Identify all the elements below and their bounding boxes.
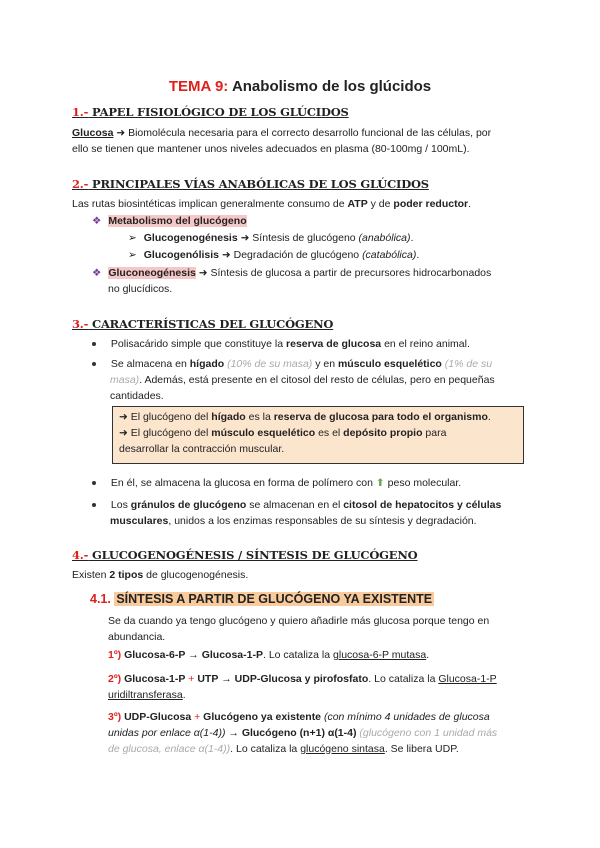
subsection-4-1-heading: 4.1. SÍNTESIS A PARTIR DE GLUCÓGENO YA EXISTENTE <box>90 592 433 606</box>
bullet-icon <box>92 481 96 485</box>
diamond-bullet-icon: ❖ <box>92 267 102 279</box>
bullet-icon <box>92 342 96 346</box>
up-arrow-icon: ⬆ <box>375 477 385 489</box>
section-1-text: Glucosa ➜ Biomolécula necesaria para el correcto desarrollo funcional de las células, por ello se tienen que mantener unos niveles adecuados en plasma (80-100mg / 100mL). <box>72 127 492 155</box>
list-item: ❖ Gluconeogénesis ➜ Síntesis de glucosa a partir de precursores hidrocarbonados no glucídicos. <box>92 267 492 295</box>
list-item: Se almacena en hígado (10% de su masa) y en músculo esquelético (1% de su masa). Además, está presente en el citosol del resto de células, pero en pequeñas cantidades. <box>92 357 532 404</box>
diamond-bullet-icon: ❖ <box>92 215 102 227</box>
section-1-heading: 1.- PAPEL FISIOLÓGICO DE LOS GLÚCIDOS <box>72 105 349 119</box>
section-4-intro: Existen 2 tipos de glucogenogénesis. <box>72 569 249 581</box>
list-item: ➢ Glucogenólisis ➜ Degradación de glucógeno (catabólica). <box>128 249 420 261</box>
list-item: En él, se almacena la glucosa en forma de polímero con ⬆ peso molecular. <box>92 476 461 492</box>
section-2-heading: 2.- PRINCIPALES VÍAS ANABÓLICAS DE LOS GLÚCIDOS <box>72 177 429 191</box>
step-2: 2º) Glucosa-1-P + UTP → UDP-Glucosa y pirofosfato. Lo cataliza la Glucosa-1-P uridiltransferasa. <box>108 673 497 701</box>
list-item: ❖ Metabolismo del glucógeno <box>92 215 247 227</box>
section-3-heading: 3.- CARACTERÍSTICAS DEL GLUCÓGENO <box>72 317 334 331</box>
list-item: Polisacárido simple que constituye la reserva de glucosa en el reino animal. <box>92 337 470 353</box>
subsection-4-1-text: Se da cuando ya tengo glucógeno y quiero añadirle más glucosa porque tengo en abundancia. <box>108 615 490 643</box>
section-4-heading: 4.- GLUCOGENOGÉNESIS / SÍNTESIS DE GLUCÓGENO <box>72 548 418 562</box>
page-title: TEMA 9: Anabolismo de los glúcidos <box>168 78 432 95</box>
section-2-intro: Las rutas biosintéticas implican generalmente consumo de ATP y de poder reductor. <box>72 198 472 210</box>
list-item: ➢ Glucogenogénesis ➜ Síntesis de glucógeno (anabólica). <box>128 232 414 244</box>
list-item: Los gránulos de glucógeno se almacenan en el citosol de hepatocitos y células musculares, unidos a los enzimas responsables de su síntesis y degradación. <box>92 498 532 530</box>
arrow-bullet-icon: ➢ <box>128 249 137 261</box>
bullet-icon <box>92 503 96 507</box>
arrow-bullet-icon: ➢ <box>128 232 137 244</box>
bullet-icon <box>92 362 96 366</box>
highlight-box: ➜ El glucógeno del hígado es la reserva de glucosa para todo el organismo. ➜ El glucógeno del músculo esquelético es el depósito propio para desarrollar la contracción muscular. <box>112 406 524 464</box>
step-3: 3º) UDP-Glucosa + Glucógeno ya existente (con mínimo 4 unidades de glucosa unidas por enlace α(1-4)) → Glucógeno (n+1) α(1-4) (glucógeno con 1 unidad más de glucosa, enlace α(1-4)). Lo cataliza la glucógeno sintasa. Se libera UDP. <box>108 711 498 755</box>
step-1: 1º) Glucosa-6-P → Glucosa-1-P. Lo cataliza la glucosa-6-P mutasa. <box>108 649 430 661</box>
